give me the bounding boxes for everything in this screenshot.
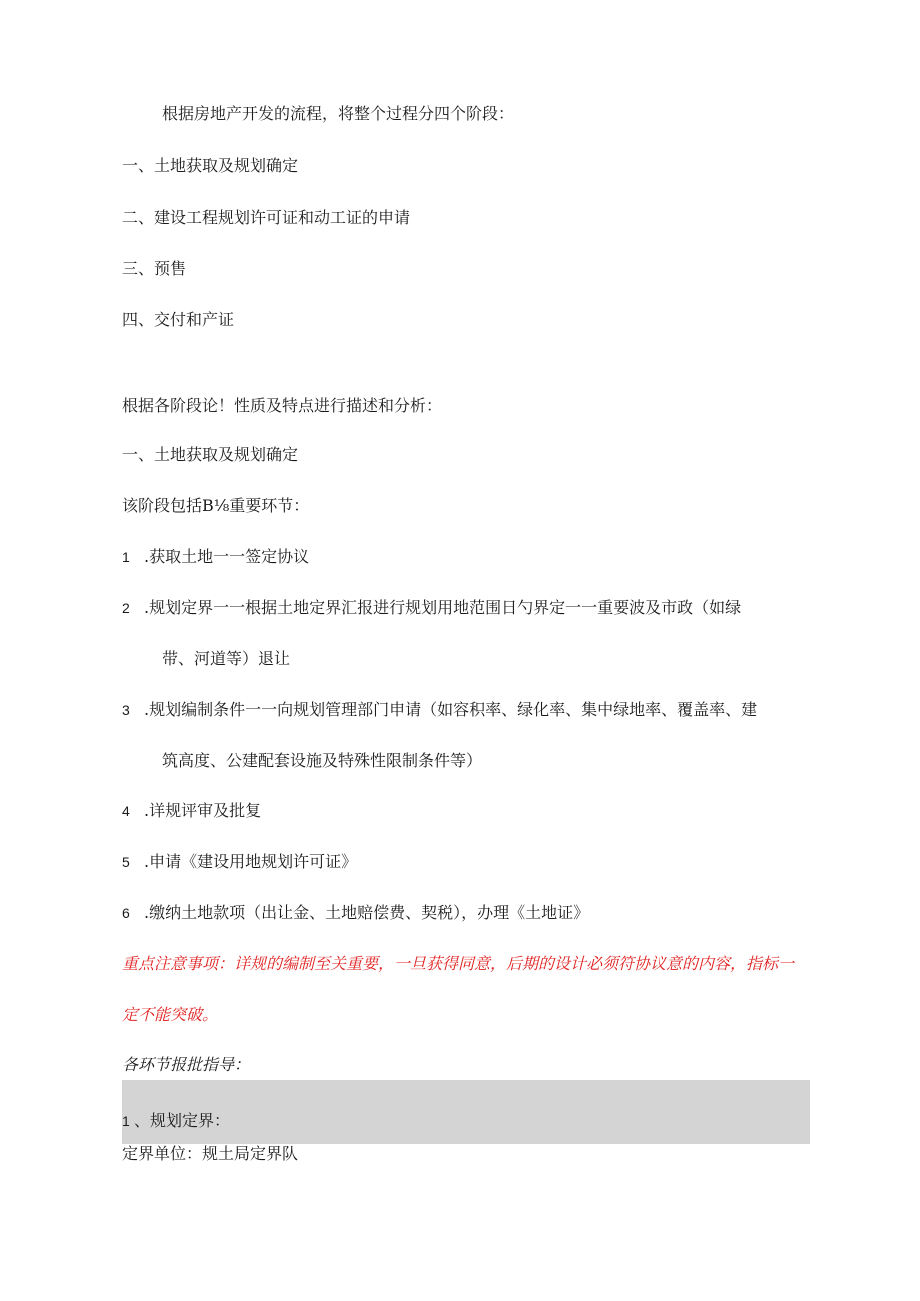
step-number: 6 [122, 905, 130, 921]
step-number: 1 [122, 549, 130, 565]
guide-heading: 各环节报批指导： [122, 1055, 251, 1074]
stage-item-4: 四、交付和产证 [122, 310, 235, 329]
step-text: .缴纳土地款项（出让金、土地赔偿费、契税），办理《土地证》 [144, 903, 590, 922]
stage-item-1: 一、土地获取及规划确定 [122, 156, 299, 175]
stage1-heading: 一、土地获取及规划确定 [122, 445, 299, 464]
step-item-2 [122, 598, 741, 618]
step-item-1 [122, 547, 309, 567]
key-note-line-2: 定不能突破。 [122, 1005, 219, 1024]
step-item-4 [122, 801, 261, 821]
step-item-3 [122, 700, 757, 720]
step-text: .详规评审及批复 [144, 801, 262, 820]
demarcation-unit: 定界单位：规土局定界队 [122, 1144, 299, 1163]
step-number: 2 [122, 600, 130, 616]
stage-item-3: 三、预售 [122, 259, 187, 278]
analysis-intro: 根据各阶段论！性质及特点进行描述和分析： [122, 396, 443, 415]
step-item-3-continued: 筑高度、公建配套设施及特殊性限制条件等） [162, 751, 483, 770]
step-text: .规划编制条件一一向规划管理部门申请（如容积率、绿化率、集中绿地率、覆盖率、建 [144, 700, 758, 719]
sub-section-number: 1 [122, 1113, 130, 1129]
stage-item-2: 二、建设工程规划许可证和动工证的申请 [122, 208, 411, 227]
sub-section-heading [122, 1111, 230, 1131]
step-text: .规划定界一一根据土地定界汇报进行规划用地范围日勺界定一一重要波及市政（如绿 [144, 598, 742, 617]
step-item-5 [122, 852, 357, 872]
step-number: 5 [122, 854, 130, 870]
step-text: .获取土地一一签定协议 [144, 547, 310, 566]
key-note-line-1: 重点注意事项：详规的编制至关重要，一旦获得同意，后期的设计必须符协议意的内容，指标一 [122, 954, 795, 973]
step-item-2-continued: 带、河道等）退让 [162, 649, 291, 668]
intro-paragraph: 根据房地产开发的流程，将整个过程分四个阶段： [162, 104, 515, 123]
step-number: 4 [122, 803, 130, 819]
sub-section-title: 、规划定界： [134, 1111, 231, 1130]
step-item-6 [122, 903, 589, 923]
step-number: 3 [122, 702, 130, 718]
step-text: .申请《建设用地规划许可证》 [144, 852, 358, 871]
stage1-intro: 该阶段包括B⅛重要环节： [122, 496, 310, 515]
